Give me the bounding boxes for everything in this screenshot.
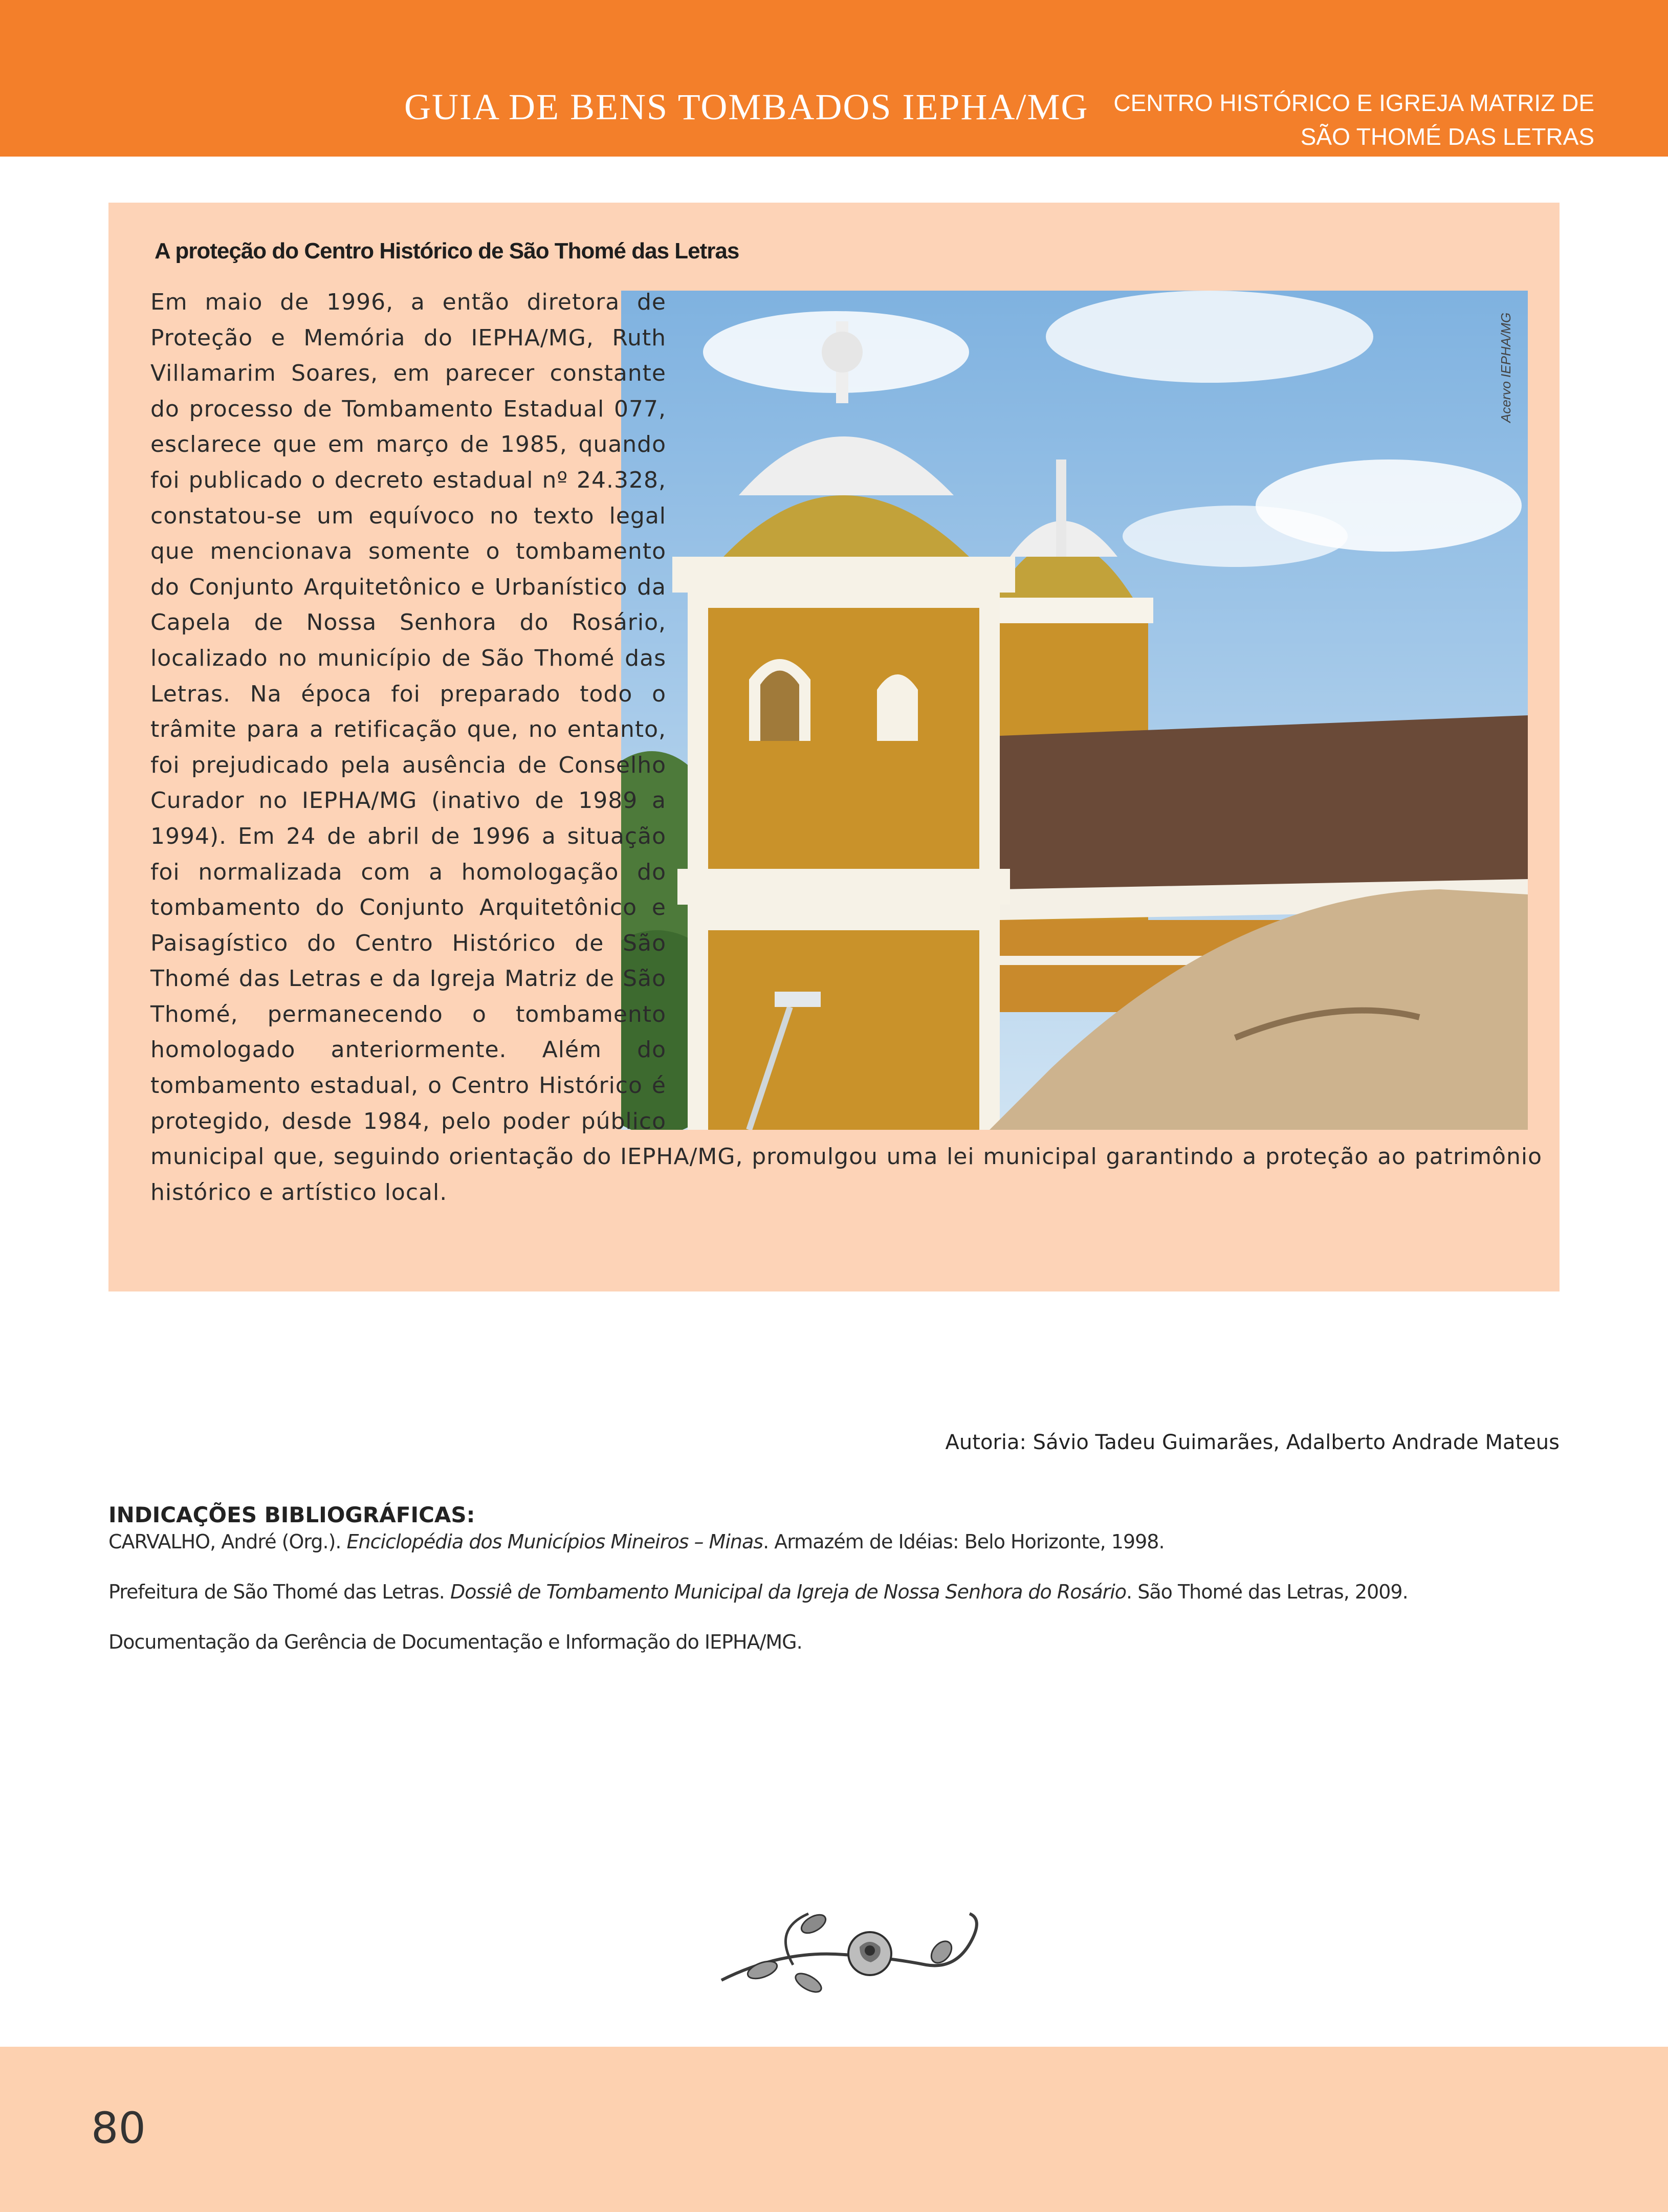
page-header: [0, 0, 1668, 157]
box-paragraph: Em maio de 1996, a então diretora de Proteção e Memória do IEPHA/MG, Ruth Villamarim Soares, em parecer constante do processo de Tombamento Estadual 077, esclarece que em março de 1985, quando foi publicado o decreto estadual nº 24.328, constatou-se um equívoco no texto legal que mencionava somente o tombamento do Conjunto Arquitetônico e Urbanístico da Capela de Nossa Senhora do Rosário, localizado no município de São Thomé das Letras. Na época foi preparado todo o trâmite para a retificação que, no entanto, foi prejudicado pela ausência de Conselho Curador no IEPHA/MG (inativo de 1989 a 1994). Em 24 de abril de 1996 a situação foi normalizada com a homologação do tombamento do Conjunto Arquitetônico e Paisagístico do Centro Histórico de São Thomé das Letras e da Igreja Matriz de São Thomé, permanecendo o tombamento homologado anteriormente. Além do tombamento estadual, o Centro Histórico é protegido, desde 1984, pelo poder público municipal que, seguindo orientação do IEPHA/MG, promulgou uma lei municipal garantindo a proteção ao patrimônio histórico e artístico local.: [150, 289, 1542, 1206]
guide-title: GUIA DE BENS TOMBADOS IEPHA/MG: [404, 86, 1089, 127]
page-footer: [0, 2047, 1668, 2212]
section-title: CENTRO HISTÓRICO E IGREJA MATRIZ DE SÃO THOMÉ DAS LETRAS: [1113, 90, 1594, 150]
box-body-text: [150, 284, 1542, 1210]
photo-spacer: [666, 284, 1542, 1136]
work-title: Enciclopédia dos Municípios Mineiros – Minas: [346, 1530, 763, 1553]
work-title: Dossiê de Tombamento Municipal da Igreja de Nossa Senhora do Rosário: [450, 1581, 1127, 1603]
bibliography: [108, 1502, 1560, 1656]
page-number: 80: [91, 2103, 146, 2153]
box-title: A proteção do Centro Histórico de São Thomé das Letras: [155, 238, 739, 264]
protection-box: [108, 203, 1560, 1291]
photo-credit: Acervo IEPHA/MG: [1498, 312, 1513, 423]
bibliography-entry: Documentação da Gerência de Documentação e Informação do IEPHA/MG.: [108, 1631, 802, 1653]
authors-line: Autoria: Sávio Tadeu Guimarães, Adalberto Andrade Mateus: [945, 1431, 1560, 1454]
bibliography-entry: Prefeitura de São Thomé das Letras. Dossiê de Tombamento Municipal da Igreja de Nossa Senhora do Rosário. São Thomé das Letras, 2009.: [108, 1581, 1408, 1603]
bibliography-heading: INDICAÇÕES BIBLIOGRÁFICAS:: [108, 1502, 475, 1527]
rose-ornament-icon: [706, 1893, 993, 2006]
bibliography-entry: CARVALHO, André (Org.). Enciclopédia dos Municípios Mineiros – Minas. Armazém de Idéias: Belo Horizonte, 1998.: [108, 1530, 1165, 1553]
